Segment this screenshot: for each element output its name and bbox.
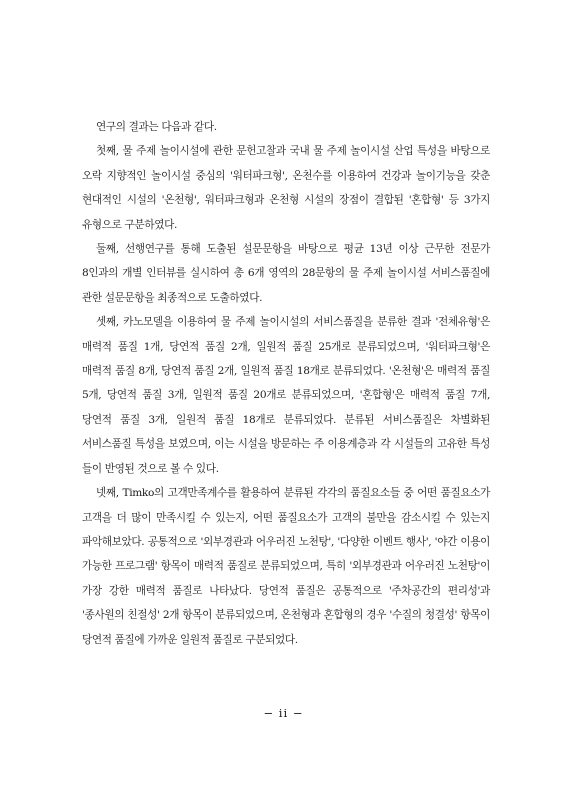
paragraph-intro: 연구의 결과는 다음과 같다. <box>96 121 217 133</box>
body-text <box>82 115 490 652</box>
paragraph-second: 둘째, 선행연구를 통해 도출된 설문문항을 바탕으로 평균 13년 이상 근무한 전문가 8인과의 개별 인터뷰를 실시하여 총 6개 영역의 28문항의 물 주제 놀이시설 서비스품질에 관한 설문문항을 최종적으로 도출하였다. <box>82 243 490 304</box>
paragraph-third: 셋째, 카노모델을 이용하여 물 주제 놀이시설의 서비스품질을 분류한 결과 '전체유형'은 매력적 품질 1개, 당연적 품질 2개, 일원적 품질 25개로 분류되었으며, '워터파크형'은 매력적 품질 8개, 당연적 품질 2개, 일원적 품질 18개로 분류되었다. '온천형'은 매력적 품질 5개, 당연적 품질 3개, 일원적 품질 20개로 분류되었으며, '혼합형'은 매력적 품질 7개, 당연적 품질 3개, 일원적 품질 18개로 분류되었다. 분류된 서비스품질은 차별화된 서비스품질 특성을 보였으며, 이는 시설을 방문하는 주 이용계층과 각 시설들의 고유한 특성 들이 반영된 것으로 볼 수 있다. <box>82 316 490 475</box>
paragraph-fourth: 넷째, Timko의 고객만족계수를 활용하여 분류된 각각의 품질요소들 중 어떤 품질요소가 고객을 더 많이 만족시킬 수 있는지, 어떤 품질요소가 고객의 불만을 감소시킬 수 있는지 파악해보았다. 공통적으로 '외부경관과 어우러진 노천탕', '다양한 이벤트 행사', '야간 이용이 가능한 프로그램' 항목이 매력적 품질로 분류되었으며, 특히 '외부경관과 어우러진 노천탕'이 가장 강한 매력적 품질로 나타났다. 당연적 품질은 공통적으로 '주차공간의 편리성'과 '종사원의 친절성' 2개 항목이 분류되었으며, 온천형과 혼합형의 경우 '수질의 청결성' 항목이 당연적 품질에 가까운 일원적 품질로 구분되었다. <box>82 487 490 646</box>
page-number: − ii − <box>263 706 304 720</box>
paragraph-first: 첫째, 물 주제 놀이시설에 관한 문헌고찰과 국내 물 주제 놀이시설 산업 특성을 바탕으로 오락 지향적인 놀이시설 중심의 '워터파크형', 온천수를 이용하여 건강과 놀이기능을 갖춘 현대적인 시설의 '온천형', 워터파크형과 온천형 시설의 장점이 결합된 '혼합형' 등 3가지 유형으로 구분하였다. <box>82 145 490 231</box>
